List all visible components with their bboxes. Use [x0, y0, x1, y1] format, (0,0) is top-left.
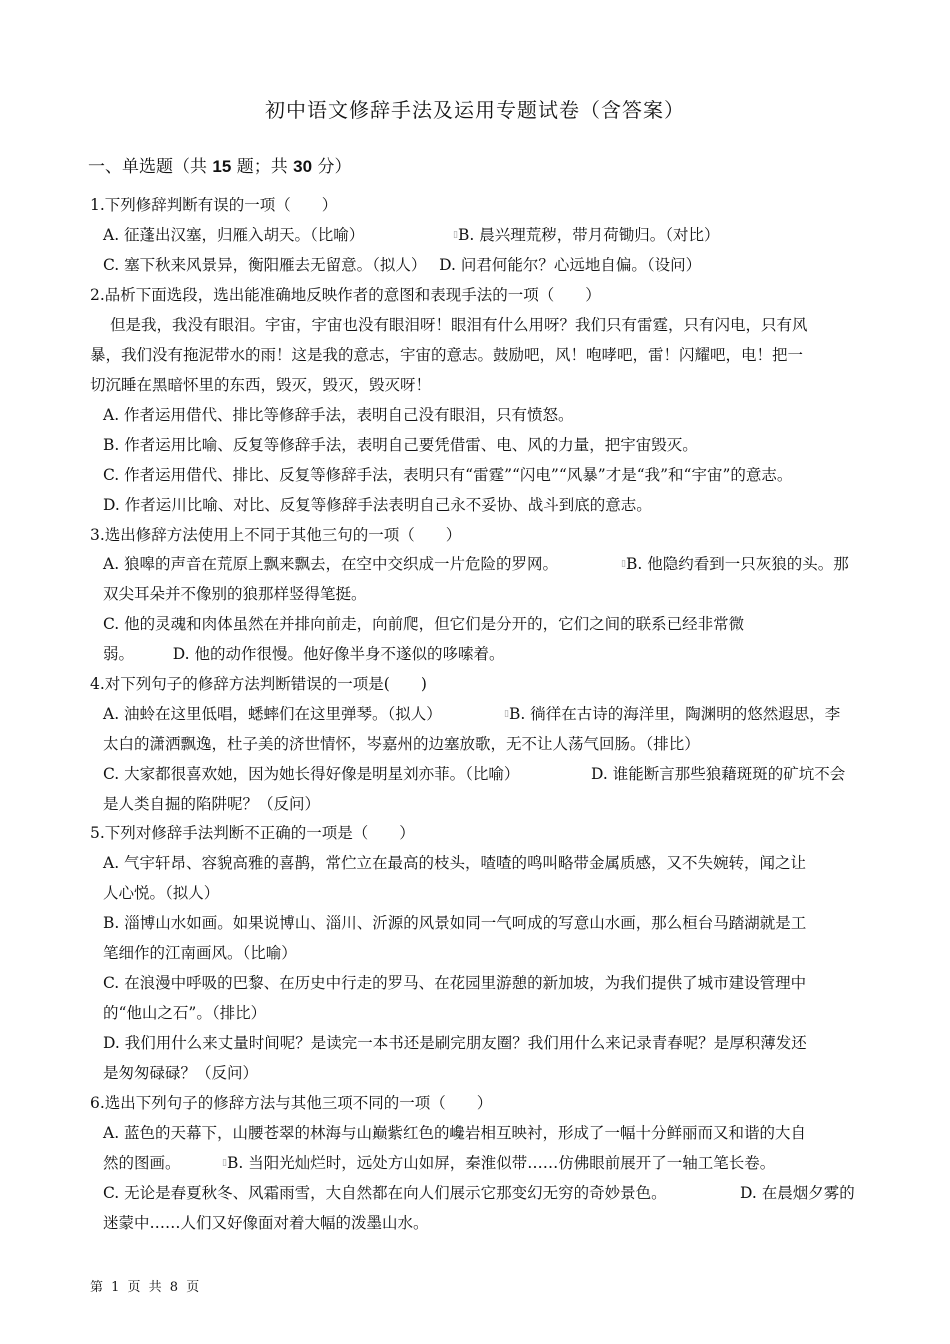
option-text: B. 淄博山水如画。如果说博山、淄川、沂源的风景如同一气呵成的写意山水画，那么桓台马踏湖就是工 — [103, 914, 807, 932]
option-text: 是人类自掘的陷阱呢？（反问） — [103, 795, 321, 813]
option-text-b: B. 他隐约看到一只灰狼的头。那 — [625, 555, 849, 573]
question-1: 1.下列修辞判断有误的一项（ ） — [90, 196, 338, 214]
question-4: 4.对下列句子的修辞方法判断错误的一项是( ) — [90, 675, 427, 693]
page-footer: 第 1 页 共 8 页 — [90, 1280, 202, 1295]
total-score: 30 — [293, 157, 313, 176]
option-text: A. 蓝色的天幕下，山腰苍翠的林海与山巅紫红色的巉岩相互映衬，形成了一幅十分鲜丽而又和谐的大自 — [103, 1124, 807, 1142]
option-text-b: B. 当阳光灿烂时，远处方山如屏，秦淮似带……仿佛眼前展开了一轴工笔长卷。 — [226, 1154, 776, 1172]
question-6: 6.选出下列句子的修辞方法与其他三项不同的一项（ ） — [90, 1094, 493, 1112]
section-mid: 题；共 — [231, 157, 294, 177]
option-text: A. 作者运用借代、排比等修辞手法，表明自己没有眼泪，只有愤怒。 — [103, 406, 574, 424]
option-text: C. 他的灵魂和肉体虽然在并排向前走，向前爬，但它们是分开的，它们之间的联系已经非常微 — [103, 615, 745, 633]
placeholder-mark-icon: ▯ — [222, 1158, 227, 1168]
placeholder-mark-icon: ▯ — [621, 559, 626, 569]
option-text: C. 大家都很喜欢她，因为她长得好像是明星刘亦菲。（比喻） — [103, 765, 520, 783]
placeholder-mark-icon: ▯ — [504, 709, 509, 719]
option-text: B. 作者运用比喻、反复等修辞手法，表明自己要凭借雷、电、风的力量，把宇宙毁灭。 — [103, 436, 698, 454]
option-text: 人心悦。（拟人） — [103, 884, 220, 902]
page-title: 初中语文修辞手法及运用专题试卷（含答案） — [265, 98, 685, 122]
passage-line: 但是我，我没有眼泪。宇宙，宇宙也没有眼泪呀！眼泪有什么用呀？我们只有雷霆，只有闪电，只有风 — [110, 316, 808, 334]
placeholder-mark-icon: ▯ — [453, 230, 458, 240]
section-prefix: 一、单选题（共 — [88, 157, 213, 177]
option-text: C. 塞下秋来风景异，衡阳雁去无留意。（拟人） D. 问君何能尔？心远地自偏。（设问） — [103, 256, 702, 274]
option-text-b: B. 徜徉在古诗的海洋里，陶渊明的悠然遐思，李 — [508, 705, 841, 723]
option-text: D. 作者运川比喻、对比、反复等修辞手法表明自己永不妥协、战斗到底的意志。 — [103, 496, 652, 514]
question-3: 3.选出修辞方法使用上不同于其他三句的一项（ ） — [90, 526, 462, 544]
option-text: A. 油蛉在这里低唱，蟋蟀们在这里弹琴。（拟人） — [103, 705, 442, 723]
option-text: C. 无论是春夏秋冬、风霜雨雪，大自然都在向人们展示它那变幻无穷的奇妙景色。 — [103, 1184, 667, 1202]
option-text: 迷蒙中……人们又好像面对着大幅的泼墨山水。 — [103, 1214, 429, 1232]
option-text — [621, 553, 849, 575]
option-text: 双尖耳朵并不像别的狼那样竖得笔挺。 — [103, 585, 367, 603]
option-text: A. 狼嗥的声音在荒原上飘来飘去，在空中交织成一片危险的罗网。 — [103, 555, 559, 573]
option-text: A. 征蓬出汉塞，归雁入胡天。（比喻） — [103, 226, 365, 244]
question-2: 2.品析下面选段，选出能准确地反映作者的意图和表现手法的一项（ ） — [90, 286, 601, 304]
option-text: 然的图画。 — [103, 1154, 181, 1172]
question-count: 15 — [212, 157, 232, 176]
option-text: D. 我们用什么来丈量时间呢？是读完一本书还是刷完朋友圈？我们用什么来记录青春呢？是厚积薄发还 — [103, 1034, 807, 1052]
section-heading — [88, 152, 351, 177]
option-text: 笔细作的江南画风。（比喻） — [103, 944, 297, 962]
question-5: 5.下列对修辞手法判断不正确的一项是（ ） — [90, 824, 415, 842]
passage-line: 切沉睡在黑暗怀里的东西，毁灭，毁灭，毁灭呀！ — [90, 376, 432, 394]
option-text: D. 谁能断言那些狼藉斑斑的矿坑不会 — [591, 765, 846, 783]
option-text — [504, 703, 840, 725]
option-text-b: B. 晨兴理荒秽，带月荷锄归。（对比） — [457, 226, 720, 244]
option-text: 弱。 D. 他的动作很慢。他好像半身不遂似的哆嗦着。 — [103, 645, 505, 663]
passage-line: 暴，我们没有拖泥带水的雨！这是我的意志，宇宙的意志。鼓励吧，风！咆哮吧，雷！闪耀吧，电！把一 — [90, 346, 804, 364]
option-text: C. 在浪漫中呼吸的巴黎、在历史中行走的罗马、在花园里游憩的新加坡，为我们提供了城市建设管理中 — [103, 974, 807, 992]
option-text: 太白的潇洒飘逸，杜子美的济世情怀，岑嘉州的边塞放歌，无不让人荡气回肠。（排比） — [103, 735, 700, 753]
option-text — [453, 224, 719, 246]
option-text: 是匆匆碌碌？（反问） — [103, 1064, 259, 1082]
option-text — [222, 1152, 775, 1174]
option-text: C. 作者运用借代、排比、反复等修辞手法，表明只有“雷霆”“闪电”“风暴”才是“我”和“宇宙”的意志。 — [103, 466, 793, 484]
option-text: A. 气宇轩昂、容貌高雅的喜鹊，常伫立在最高的枝头，喳喳的鸣叫略带金属质感，又不失婉转，闻之让 — [103, 854, 807, 872]
option-text: D. 在晨烟夕雾的 — [740, 1184, 855, 1202]
option-text: 的“他山之石”。（排比） — [103, 1004, 267, 1022]
section-suffix: 分） — [312, 157, 352, 177]
